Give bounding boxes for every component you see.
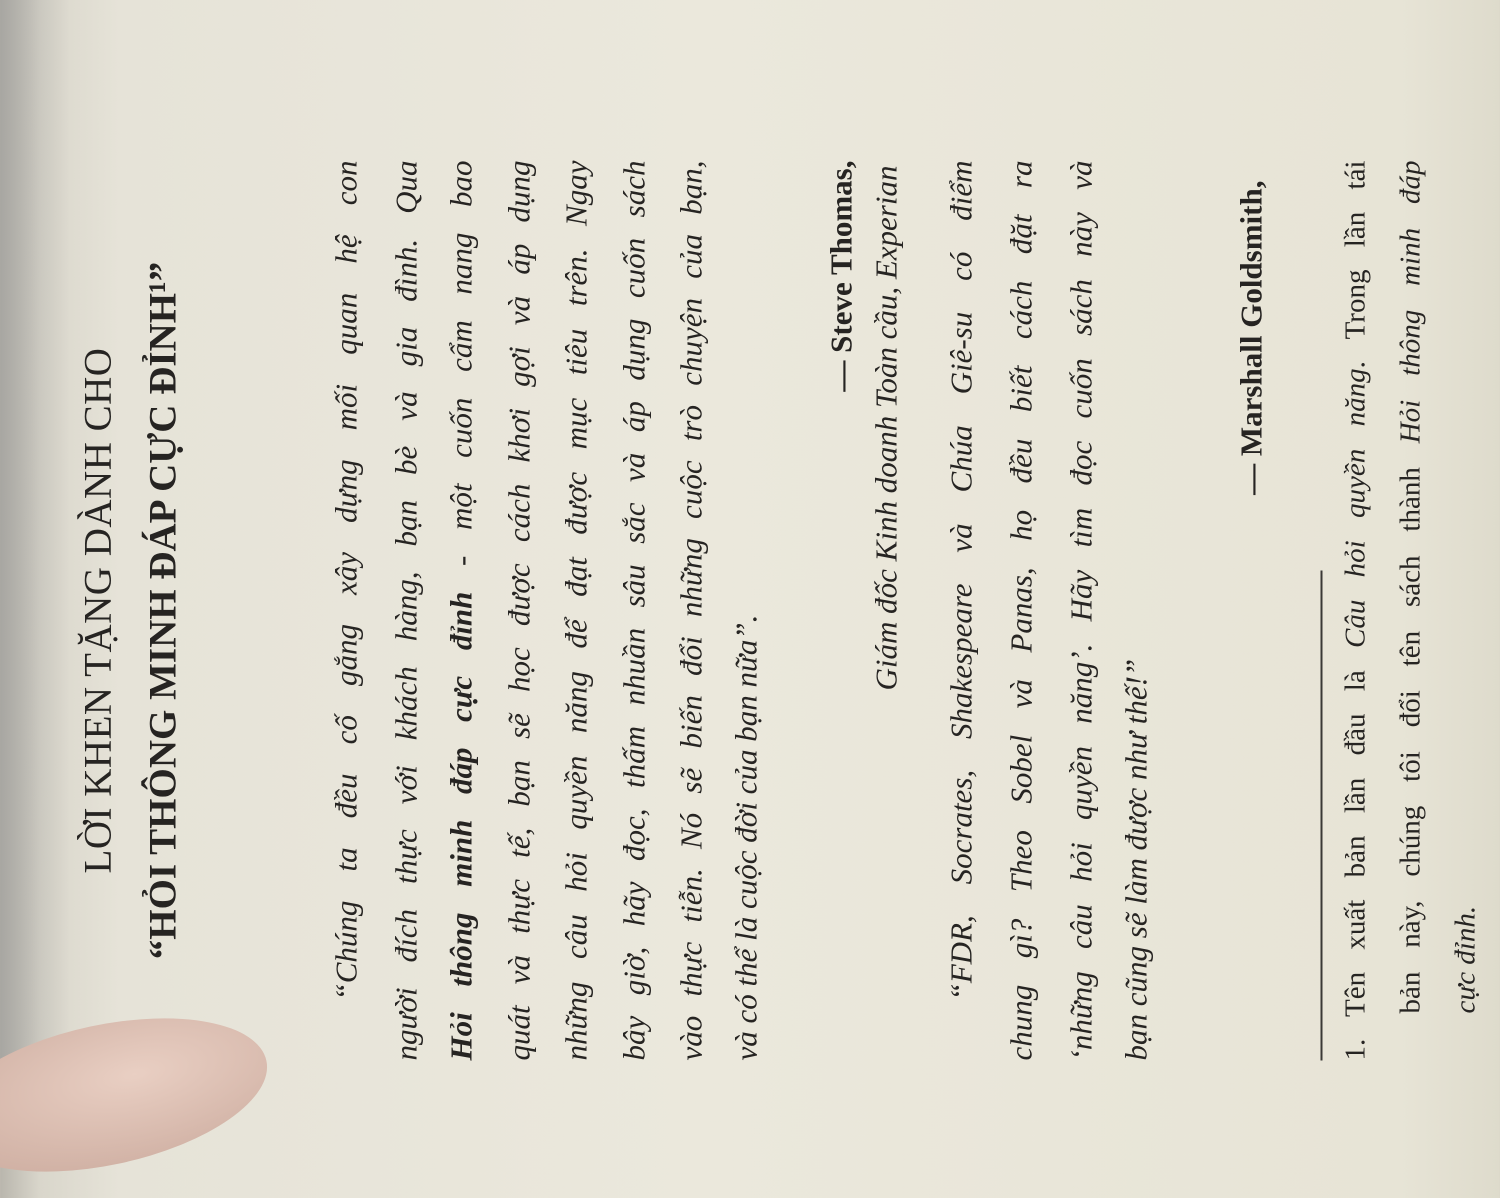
quote-line xyxy=(717,160,774,1060)
quote-author-marshall-goldsmith: — Marshall Goldsmith, xyxy=(1233,180,1268,495)
text-segment: bạn cũng sẽ làm được như thế!” xyxy=(1118,658,1153,1060)
quote-author-steve-thomas: — Steve Thomas, xyxy=(823,160,858,392)
text-segment: Hỏi thông minh đáp xyxy=(1394,160,1426,443)
text-segment: người đích thực với khách hàng, bạn bè và gia đình. Qua xyxy=(388,160,423,1060)
quote-line xyxy=(377,160,434,1060)
text-segment: - một cuốn cẩm nang bao xyxy=(443,160,478,592)
quote-line xyxy=(1052,160,1109,1060)
quote-line xyxy=(432,160,489,1060)
text-segment: bây giờ, hãy đọc, thấm nhuần sâu sắc và áp dụng cuốn sách xyxy=(616,160,651,1060)
quote-line xyxy=(317,160,374,1000)
text-segment: quát và thực tế, bạn sẽ học được cách khơi gợi và áp dụng xyxy=(501,160,536,1060)
footnote-line xyxy=(1438,160,1493,1013)
text-segment: 1. Tên xuất bản lần đầu là xyxy=(1339,647,1371,1060)
heading-book-title: “HỎI THÔNG MINH ĐÁP CỰC ĐỈNH¹” xyxy=(141,261,184,959)
quote-author-role: Giám đốc Kinh doanh Toàn cầu, Experian xyxy=(868,165,903,690)
text-segment: bản này, chúng tôi đổi tên sách thành xyxy=(1394,442,1426,1013)
quote-line xyxy=(932,160,989,1000)
text-segment: “FDR, Socrates, Shakespeare và Chúa Giê-su có điểm xyxy=(943,160,978,1000)
text-segment: Hỏi thông minh đáp cực đỉnh xyxy=(443,591,478,1060)
footnote-line xyxy=(1328,160,1383,1060)
footnote-line xyxy=(1383,160,1438,1013)
text-segment: những câu hỏi quyền năng để đạt được mục tiêu trên. Ngay xyxy=(558,160,593,1060)
text-segment: ‘những câu hỏi quyền năng’. Hãy tìm đọc cuốn sách này và xyxy=(1063,160,1098,1060)
text-segment: chung gì? Theo Sobel và Panas, họ đều biết cách đặt ra xyxy=(1003,160,1038,1060)
quote-line xyxy=(992,160,1049,1060)
text-segment: vào thực tiễn. Nó sẽ biến đổi những cuộc trò chuyện của bạn, xyxy=(673,160,708,1060)
quote-line xyxy=(490,160,547,1060)
text-segment: Câu hỏi quyền năng xyxy=(1339,367,1371,648)
text-segment: cực đỉnh. xyxy=(1449,905,1481,1013)
quote-line xyxy=(547,160,604,1060)
quote-line xyxy=(1107,160,1164,1060)
quote-line xyxy=(605,160,662,1060)
text-segment: . Trong lần tái xyxy=(1339,160,1371,368)
quote-line xyxy=(662,160,719,1060)
footnote-divider xyxy=(1320,570,1322,1060)
text-segment: và có thể là cuộc đời của bạn nữa”. xyxy=(728,614,763,1060)
heading-praise: LỜI KHEN TẶNG DÀNH CHO xyxy=(76,347,119,873)
text-segment: “Chúng ta đều cố gắng xây dựng mối quan hệ con xyxy=(328,160,363,1000)
